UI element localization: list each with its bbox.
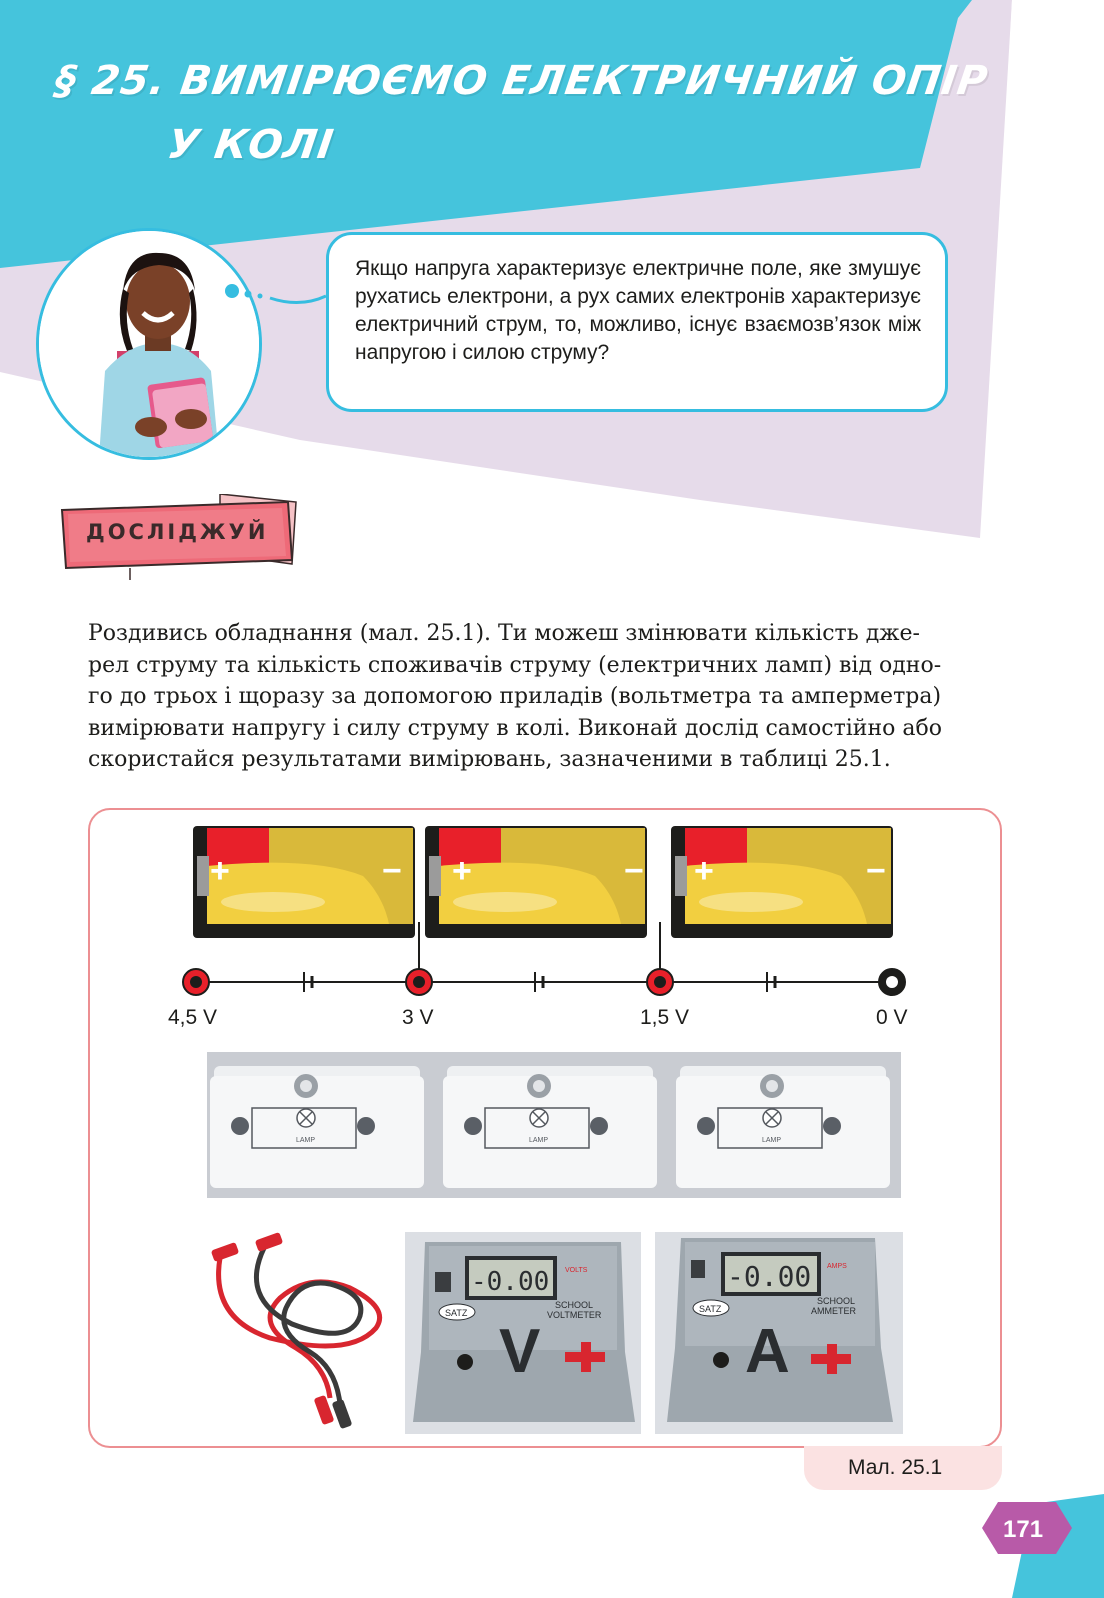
ammeter-display: -0.00 bbox=[727, 1260, 812, 1293]
paragraph-line: го до трьох і щоразу за допомогою приладів (вольтметра та амперметра) bbox=[88, 684, 942, 709]
battery-minus-sign: − bbox=[382, 852, 402, 890]
ammeter-unit: AMPS bbox=[827, 1263, 847, 1270]
explore-label: ДОСЛІДЖУЙ bbox=[86, 520, 269, 544]
lamp-label: LAMP bbox=[762, 1137, 782, 1144]
voltage-label: 0 V bbox=[876, 1006, 908, 1029]
voltmeter-name: SCHOOL bbox=[555, 1300, 594, 1310]
ammeter-name: AMMETER bbox=[811, 1306, 856, 1316]
paragraph-line: рел струму та кількість споживачів струму (електричних ламп) від одно- bbox=[88, 652, 942, 678]
voltage-label: 4,5 V bbox=[168, 1006, 218, 1029]
lamp-label: LAMP bbox=[529, 1137, 549, 1144]
battery-plus-sign: + bbox=[452, 852, 472, 890]
voltmeter-unit: VOLTS bbox=[565, 1267, 588, 1274]
battery-minus-sign: − bbox=[866, 852, 886, 890]
ammeter-brand: SATZ bbox=[699, 1304, 722, 1314]
lamp-label: LAMP bbox=[296, 1137, 316, 1144]
ammeter-device bbox=[655, 1232, 903, 1434]
figure-caption: Мал. 25.1 bbox=[848, 1456, 943, 1479]
voltage-label: 3 V bbox=[402, 1006, 434, 1029]
chapter-title-continued: У КОЛІ bbox=[164, 122, 337, 168]
lamp-holder bbox=[443, 1056, 663, 1190]
voltmeter-letter: V bbox=[499, 1317, 541, 1386]
voltmeter-brand: SATZ bbox=[445, 1308, 468, 1318]
ammeter-letter: A bbox=[745, 1317, 790, 1386]
battery-minus-sign: − bbox=[624, 852, 644, 890]
circuit-diagram bbox=[170, 922, 920, 1006]
thought-dots-icon bbox=[222, 282, 332, 312]
body-paragraph bbox=[88, 618, 1008, 776]
page-number-badge bbox=[972, 1494, 1104, 1598]
paragraph-line: скористайся результатами вимірювань, зазначеними в таблиці 25.1. bbox=[88, 747, 891, 772]
student-avatar bbox=[36, 228, 262, 460]
voltage-label: 1,5 V bbox=[640, 1006, 690, 1029]
ammeter-name: SCHOOL bbox=[817, 1296, 856, 1306]
question-text: Якщо напруга характеризує електричне поле, яке змушує рухатись електрони, а рух самих електронів характеризує електричний струм, то, можливо, існує взаємозв’язок між напругою і силою струму? bbox=[355, 257, 921, 364]
battery-plus-sign: + bbox=[210, 852, 230, 890]
test-leads-image bbox=[200, 1228, 392, 1432]
chapter-title: § 25. ВИМІРЮЄМО ЕЛЕКТРИЧНИЙ ОПІР bbox=[52, 58, 991, 104]
lamp-holder bbox=[676, 1056, 896, 1190]
paragraph-line: Роздивись обладнання (мал. 25.1). Ти можеш змінювати кількість дже- bbox=[88, 621, 920, 646]
voltmeter-device bbox=[405, 1232, 641, 1434]
battery-plus-sign: + bbox=[694, 852, 714, 890]
question-bubble bbox=[326, 232, 948, 412]
page-number: 171 bbox=[1003, 1516, 1044, 1543]
paragraph-line: вимірювати напругу і силу струму в колі. Виконай дослід самостійно або bbox=[88, 715, 942, 741]
voltmeter-name: VOLTMETER bbox=[547, 1310, 602, 1320]
voltmeter-display: -0.00 bbox=[471, 1267, 550, 1297]
lamp-holder bbox=[210, 1056, 430, 1190]
